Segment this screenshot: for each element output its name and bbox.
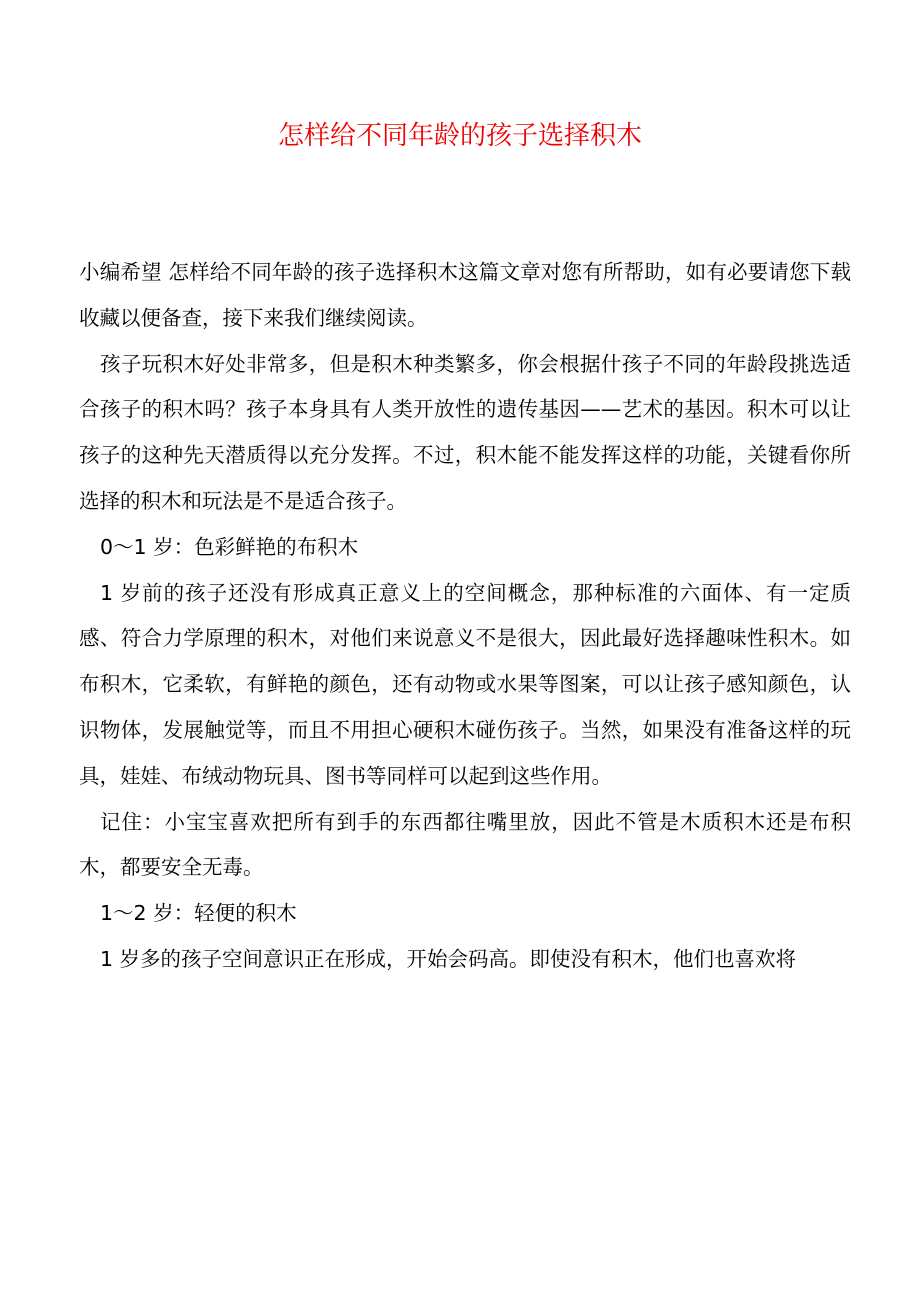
section-heading-0-1-years: 0～1 岁：色彩鲜艳的布积木 (100, 534, 359, 559)
paragraph-1-2-years: 1 岁多的孩子空间意识正在形成，开始会码高。即使没有积木，他们也喜欢将 (100, 946, 797, 971)
section-heading-1-2-years: 1～2 岁：轻便的积木 (100, 901, 297, 926)
document-body (79, 250, 851, 983)
document-title: 怎样给不同年龄的孩子选择积木 (277, 121, 642, 151)
paragraph-benefits: 孩子玩积木好处非常多，但是积木种类繁多，你会根据什孩子不同的年龄段挑选适合孩子的积木吗？孩子本身具有人类开放性的遗传基因——艺术的基因。积木可以让孩子的这种先天潜质得以充分发挥。不过，积木能不能发挥这样的功能，关键看你所选择的积木和玩法是不是适合孩子。 (79, 351, 851, 513)
paragraph-0-1-years: 1 岁前的孩子还没有形成真正意义上的空间概念，那种标准的六面体、有一定质感、符合力学原理的积木，对他们来说意义不是很大，因此最好选择趣味性积木。如布积木，它柔软，有鲜艳的颜色，还有动物或水果等图案，可以让孩子感知颜色，认识物体，发展触觉等，而且不用担心硬积木碰伤孩子。当然，如果没有准备这样的玩具，娃娃、布绒动物玩具、图书等同样可以起到这些作用。 (79, 580, 851, 788)
paragraph-intro: 小编希望 怎样给不同年龄的孩子选择积木这篇文章对您有所帮助，如有必要请您下载收藏以便备查，接下来我们继续阅读。 (79, 260, 851, 330)
paragraph-reminder: 记住：小宝宝喜欢把所有到手的东西都往嘴里放，因此不管是木质积木还是布积木，都要安全无毒。 (79, 809, 851, 880)
